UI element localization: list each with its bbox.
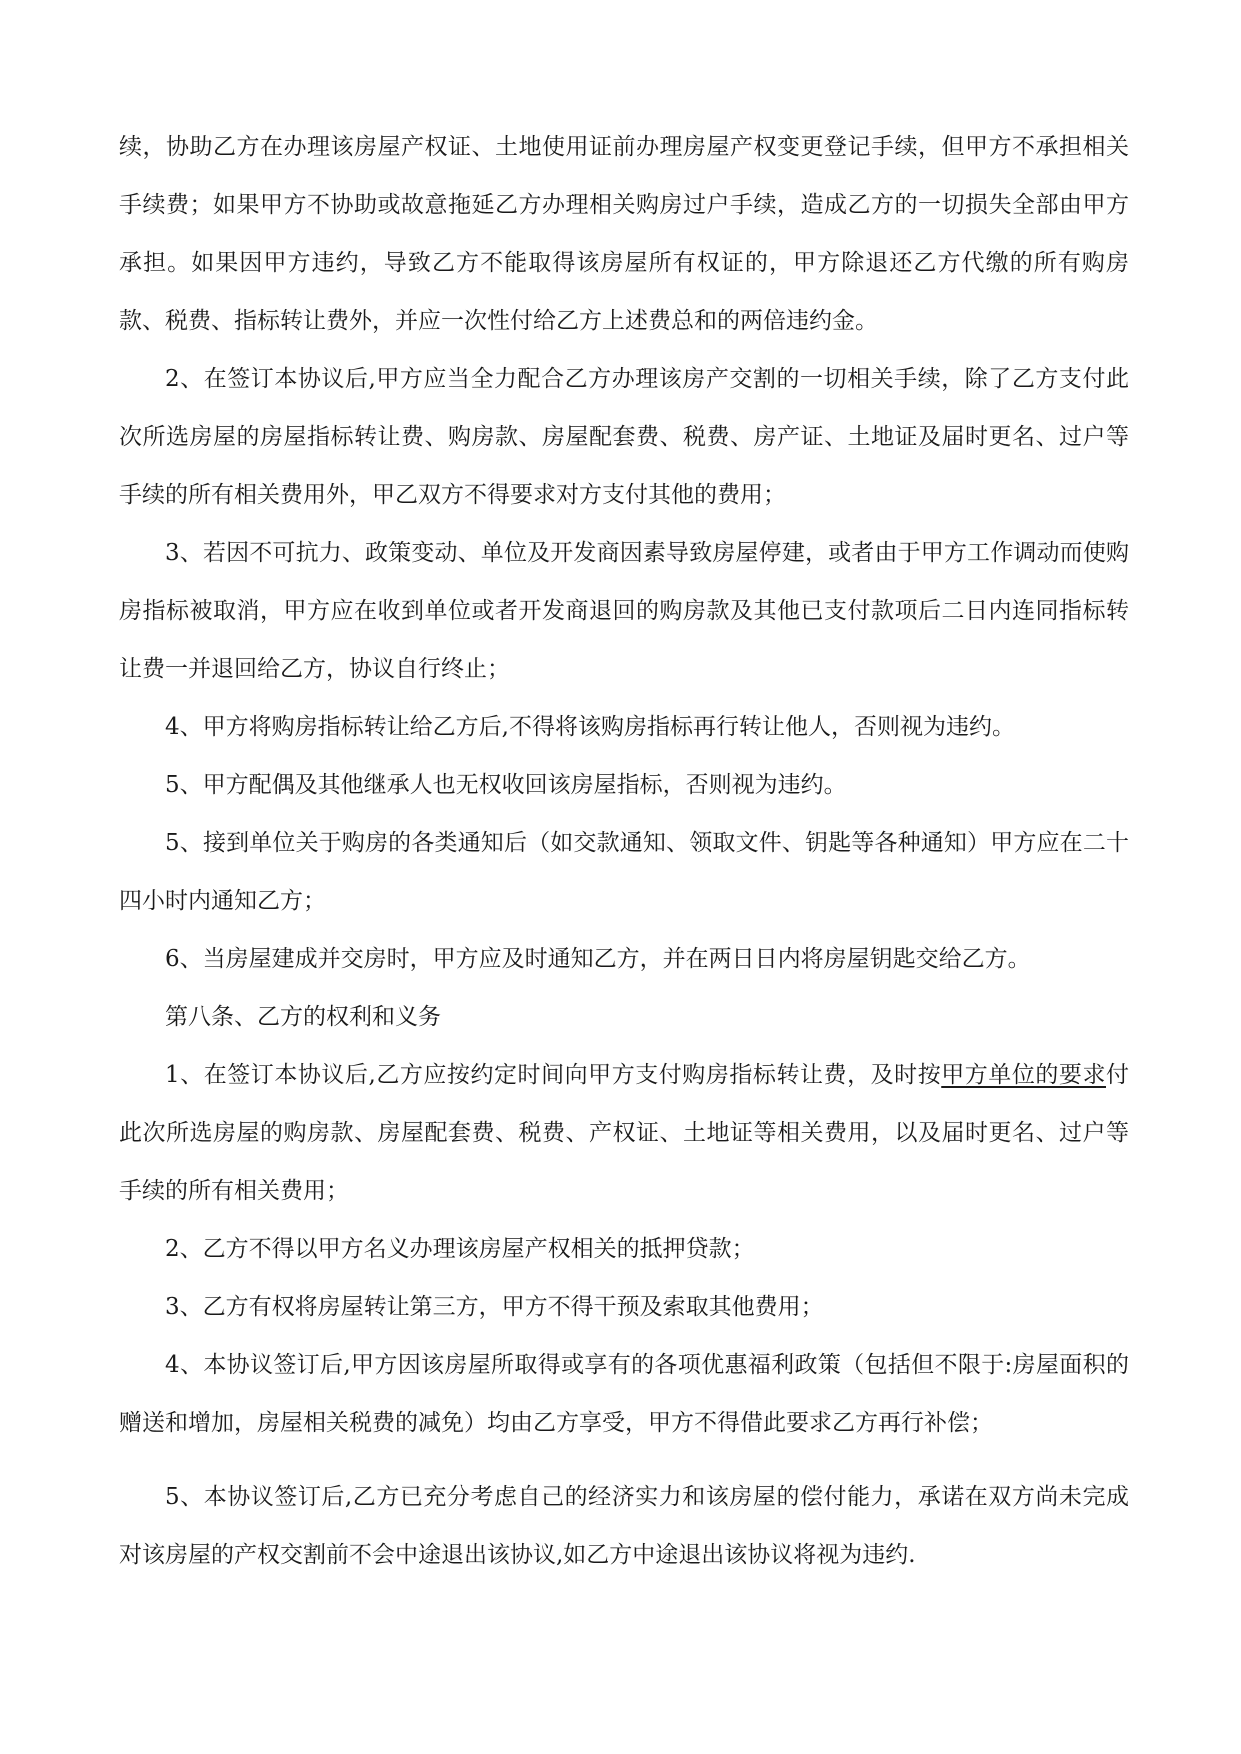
clause-party-a-5-notice: 5、接到单位关于购房的各类通知后（如交款通知、领取文件、钥匙等各种通知）甲方应在二十四小时内通知乙方； <box>119 830 1129 914</box>
clause-party-b-2: 2、乙方不得以甲方名义办理该房屋产权相关的抵押贷款； <box>165 1236 755 1262</box>
clause-party-b-3: 3、乙方有权将房屋转让第三方，甲方不得干预及索取其他费用； <box>165 1294 824 1320</box>
article-8-heading: 第八条、乙方的权利和义务 <box>165 1004 441 1030</box>
clause-party-a-4: 4、甲方将购房指标转让给乙方后,不得将该购房指标再行转让他人，否则视为违约。 <box>165 714 1015 740</box>
clause-party-b-5: 5、本协议签订后,乙方已充分考虑自己的经济实力和该房屋的偿付能力，承诺在双方尚未完成对该房屋的产权交割前不会中途退出该协议,如乙方中途退出该协议将视为违约. <box>119 1484 1129 1568</box>
clause-party-b-4: 4、本协议签订后,甲方因该房屋所取得或享有的各项优惠福利政策（包括但不限于:房屋面积的赠送和增加，房屋相关税费的减免）均由乙方享受，甲方不得借此要求乙方再行补偿； <box>119 1352 1129 1436</box>
clause-party-b-1-text-end: 付此次所选房屋的购房款、房屋配套费、税费、产权证、土地证等相关费用，以及届时更名、过户等手续的所有相关费用； <box>119 1062 1129 1204</box>
clause-party-a-3: 3、若因不可抗力、政策变动、单位及开发商因素导致房屋停建，或者由于甲方工作调动而使购房指标被取消，甲方应在收到单位或者开发商退回的购房款及其他已支付款项后二日内连同指标转让费一并退回给乙方，协议自行终止； <box>119 540 1129 682</box>
paragraph-continuation: 续，协助乙方在办理该房屋产权证、土地使用证前办理房屋产权变更登记手续，但甲方不承担相关手续费；如果甲方不协助或故意拖延乙方办理相关购房过户手续，造成乙方的一切损失全部由甲方承担。如果因甲方违约，导致乙方不能取得该房屋所有权证的，甲方除退还乙方代缴的所有购房款、税费、指标转让费外，并应一次性付给乙方上述费总和的两倍违约金。 <box>119 134 1129 334</box>
clause-party-a-5-spouse: 5、甲方配偶及其他继承人也无权收回该房屋指标，否则视为违约。 <box>165 772 847 798</box>
document-body <box>119 118 1129 1584</box>
clause-party-b-1-text-start: 1、在签订本协议后,乙方应按约定时间向甲方支付购房指标转让费，及时按 <box>165 1062 942 1088</box>
clause-party-a-6: 6、当房屋建成并交房时，甲方应及时通知乙方，并在两日日内将房屋钥匙交给乙方。 <box>165 946 1031 972</box>
clause-party-a-2: 2、在签订本协议后,甲方应当全力配合乙方办理该房产交割的一切相关手续，除了乙方支付此次所选房屋的房屋指标转让费、购房款、房屋配套费、税费、房产证、土地证及届时更名、过户等手续的所有相关费用外，甲乙双方不得要求对方支付其他的费用； <box>119 366 1129 508</box>
clause-party-b-1 <box>119 1046 1129 1220</box>
underlined-phrase: 甲方单位的要求 <box>941 1062 1106 1088</box>
